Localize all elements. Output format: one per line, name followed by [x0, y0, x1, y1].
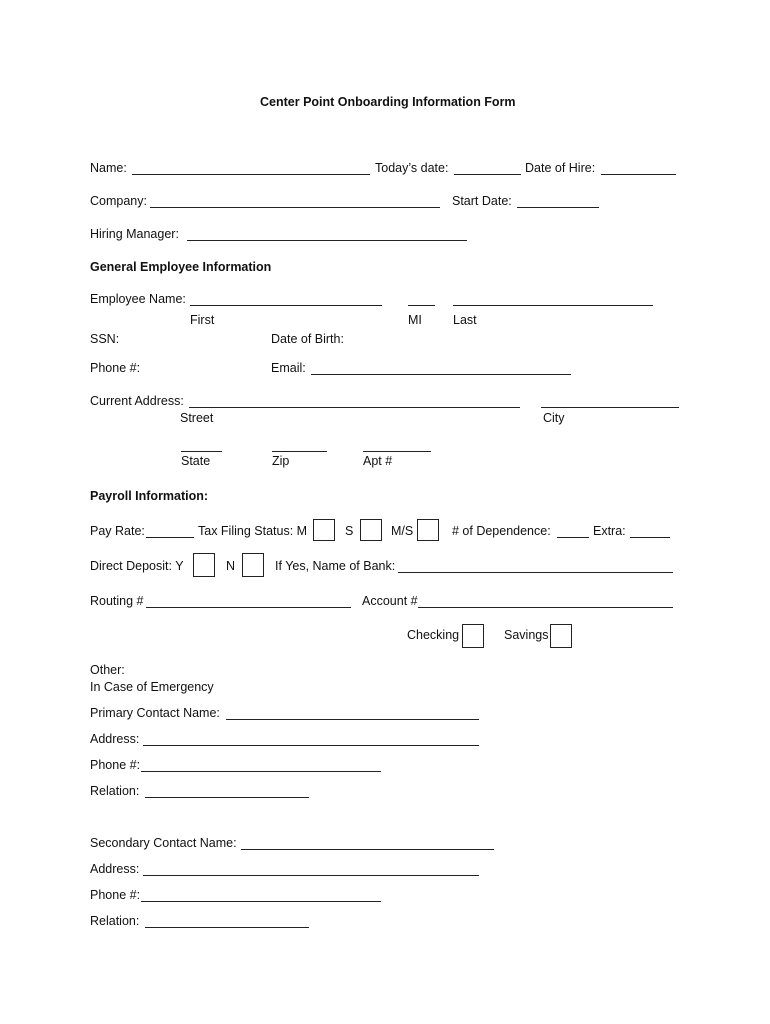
hiring-manager-field[interactable]	[187, 240, 467, 241]
ssn-label: SSN:	[90, 332, 120, 346]
extra-field[interactable]	[630, 537, 670, 538]
direct-deposit-n-label: N	[226, 559, 236, 573]
start-date-field[interactable]	[517, 207, 599, 208]
secondary-relation-label: Relation:	[90, 914, 140, 928]
routing-label: Routing #	[90, 594, 144, 608]
company-label: Company:	[90, 194, 147, 208]
date-of-hire-field[interactable]	[601, 174, 676, 175]
first-caption: First	[190, 313, 215, 327]
primary-contact-label: Primary Contact Name:	[90, 706, 220, 720]
extra-label: Extra:	[593, 524, 626, 538]
tax-status-label: Tax Filing Status: M	[198, 524, 308, 538]
direct-deposit-n-checkbox[interactable]	[242, 553, 264, 577]
secondary-relation-field[interactable]	[145, 927, 309, 928]
bank-name-field[interactable]	[398, 572, 673, 573]
general-heading: General Employee Information	[90, 260, 272, 274]
primary-phone-label: Phone #:	[90, 758, 141, 772]
primary-phone-field[interactable]	[141, 771, 381, 772]
phone-label: Phone #:	[90, 361, 141, 375]
dependence-label: # of Dependence:	[452, 524, 551, 538]
savings-checkbox[interactable]	[550, 624, 572, 648]
tax-status-s-label: S	[345, 524, 354, 538]
email-field[interactable]	[311, 374, 571, 375]
todays-date-label: Today’s date:	[375, 161, 449, 175]
bank-name-label: If Yes, Name of Bank:	[275, 559, 396, 573]
name-field[interactable]	[132, 174, 370, 175]
emergency-label: In Case of Emergency	[90, 680, 214, 694]
tax-status-m-checkbox[interactable]	[313, 519, 335, 541]
tax-status-ms-label: M/S	[391, 524, 414, 538]
last-caption: Last	[453, 313, 477, 327]
hiring-manager-label: Hiring Manager:	[90, 227, 179, 241]
secondary-address-label: Address:	[90, 862, 140, 876]
date-of-hire-label: Date of Hire:	[525, 161, 596, 175]
checking-label: Checking	[407, 628, 460, 642]
employee-mi-field[interactable]	[408, 305, 435, 306]
current-address-label: Current Address:	[90, 394, 184, 408]
secondary-address-field[interactable]	[143, 875, 479, 876]
payroll-heading: Payroll Information:	[90, 489, 209, 503]
savings-label: Savings	[504, 628, 549, 642]
primary-address-field[interactable]	[143, 745, 479, 746]
company-field[interactable]	[150, 207, 440, 208]
pay-rate-label: Pay Rate:	[90, 524, 145, 538]
account-label: Account #	[362, 594, 418, 608]
secondary-contact-field[interactable]	[241, 849, 494, 850]
secondary-phone-label: Phone #:	[90, 888, 141, 902]
email-label: Email:	[271, 361, 306, 375]
secondary-phone-field[interactable]	[141, 901, 381, 902]
zip-caption: Zip	[272, 454, 290, 468]
form-title: Center Point Onboarding Information Form	[260, 95, 516, 109]
tax-status-ms-checkbox[interactable]	[417, 519, 439, 541]
street-caption: Street	[180, 411, 214, 425]
city-caption: City	[543, 411, 565, 425]
apt-caption: Apt #	[363, 454, 393, 468]
city-field[interactable]	[541, 407, 679, 408]
employee-first-name-field[interactable]	[190, 305, 382, 306]
secondary-contact-label: Secondary Contact Name:	[90, 836, 237, 850]
apt-field[interactable]	[363, 451, 431, 452]
tax-status-s-checkbox[interactable]	[360, 519, 382, 541]
name-label: Name:	[90, 161, 127, 175]
primary-relation-field[interactable]	[145, 797, 309, 798]
zip-field[interactable]	[272, 451, 327, 452]
direct-deposit-y-checkbox[interactable]	[193, 553, 215, 577]
dependence-field[interactable]	[557, 537, 589, 538]
primary-relation-label: Relation:	[90, 784, 140, 798]
street-field[interactable]	[189, 407, 520, 408]
pay-rate-field[interactable]	[146, 537, 194, 538]
state-field[interactable]	[181, 451, 222, 452]
mi-caption: MI	[408, 313, 422, 327]
primary-contact-field[interactable]	[226, 719, 479, 720]
direct-deposit-label: Direct Deposit: Y	[90, 559, 184, 573]
primary-address-label: Address:	[90, 732, 140, 746]
employee-name-label: Employee Name:	[90, 292, 186, 306]
start-date-label: Start Date:	[452, 194, 512, 208]
state-caption: State	[181, 454, 211, 468]
other-label: Other:	[90, 663, 125, 677]
checking-checkbox[interactable]	[462, 624, 484, 648]
todays-date-field[interactable]	[454, 174, 521, 175]
dob-label: Date of Birth:	[271, 332, 344, 346]
account-field[interactable]	[418, 607, 673, 608]
employee-last-name-field[interactable]	[453, 305, 653, 306]
routing-field[interactable]	[146, 607, 351, 608]
